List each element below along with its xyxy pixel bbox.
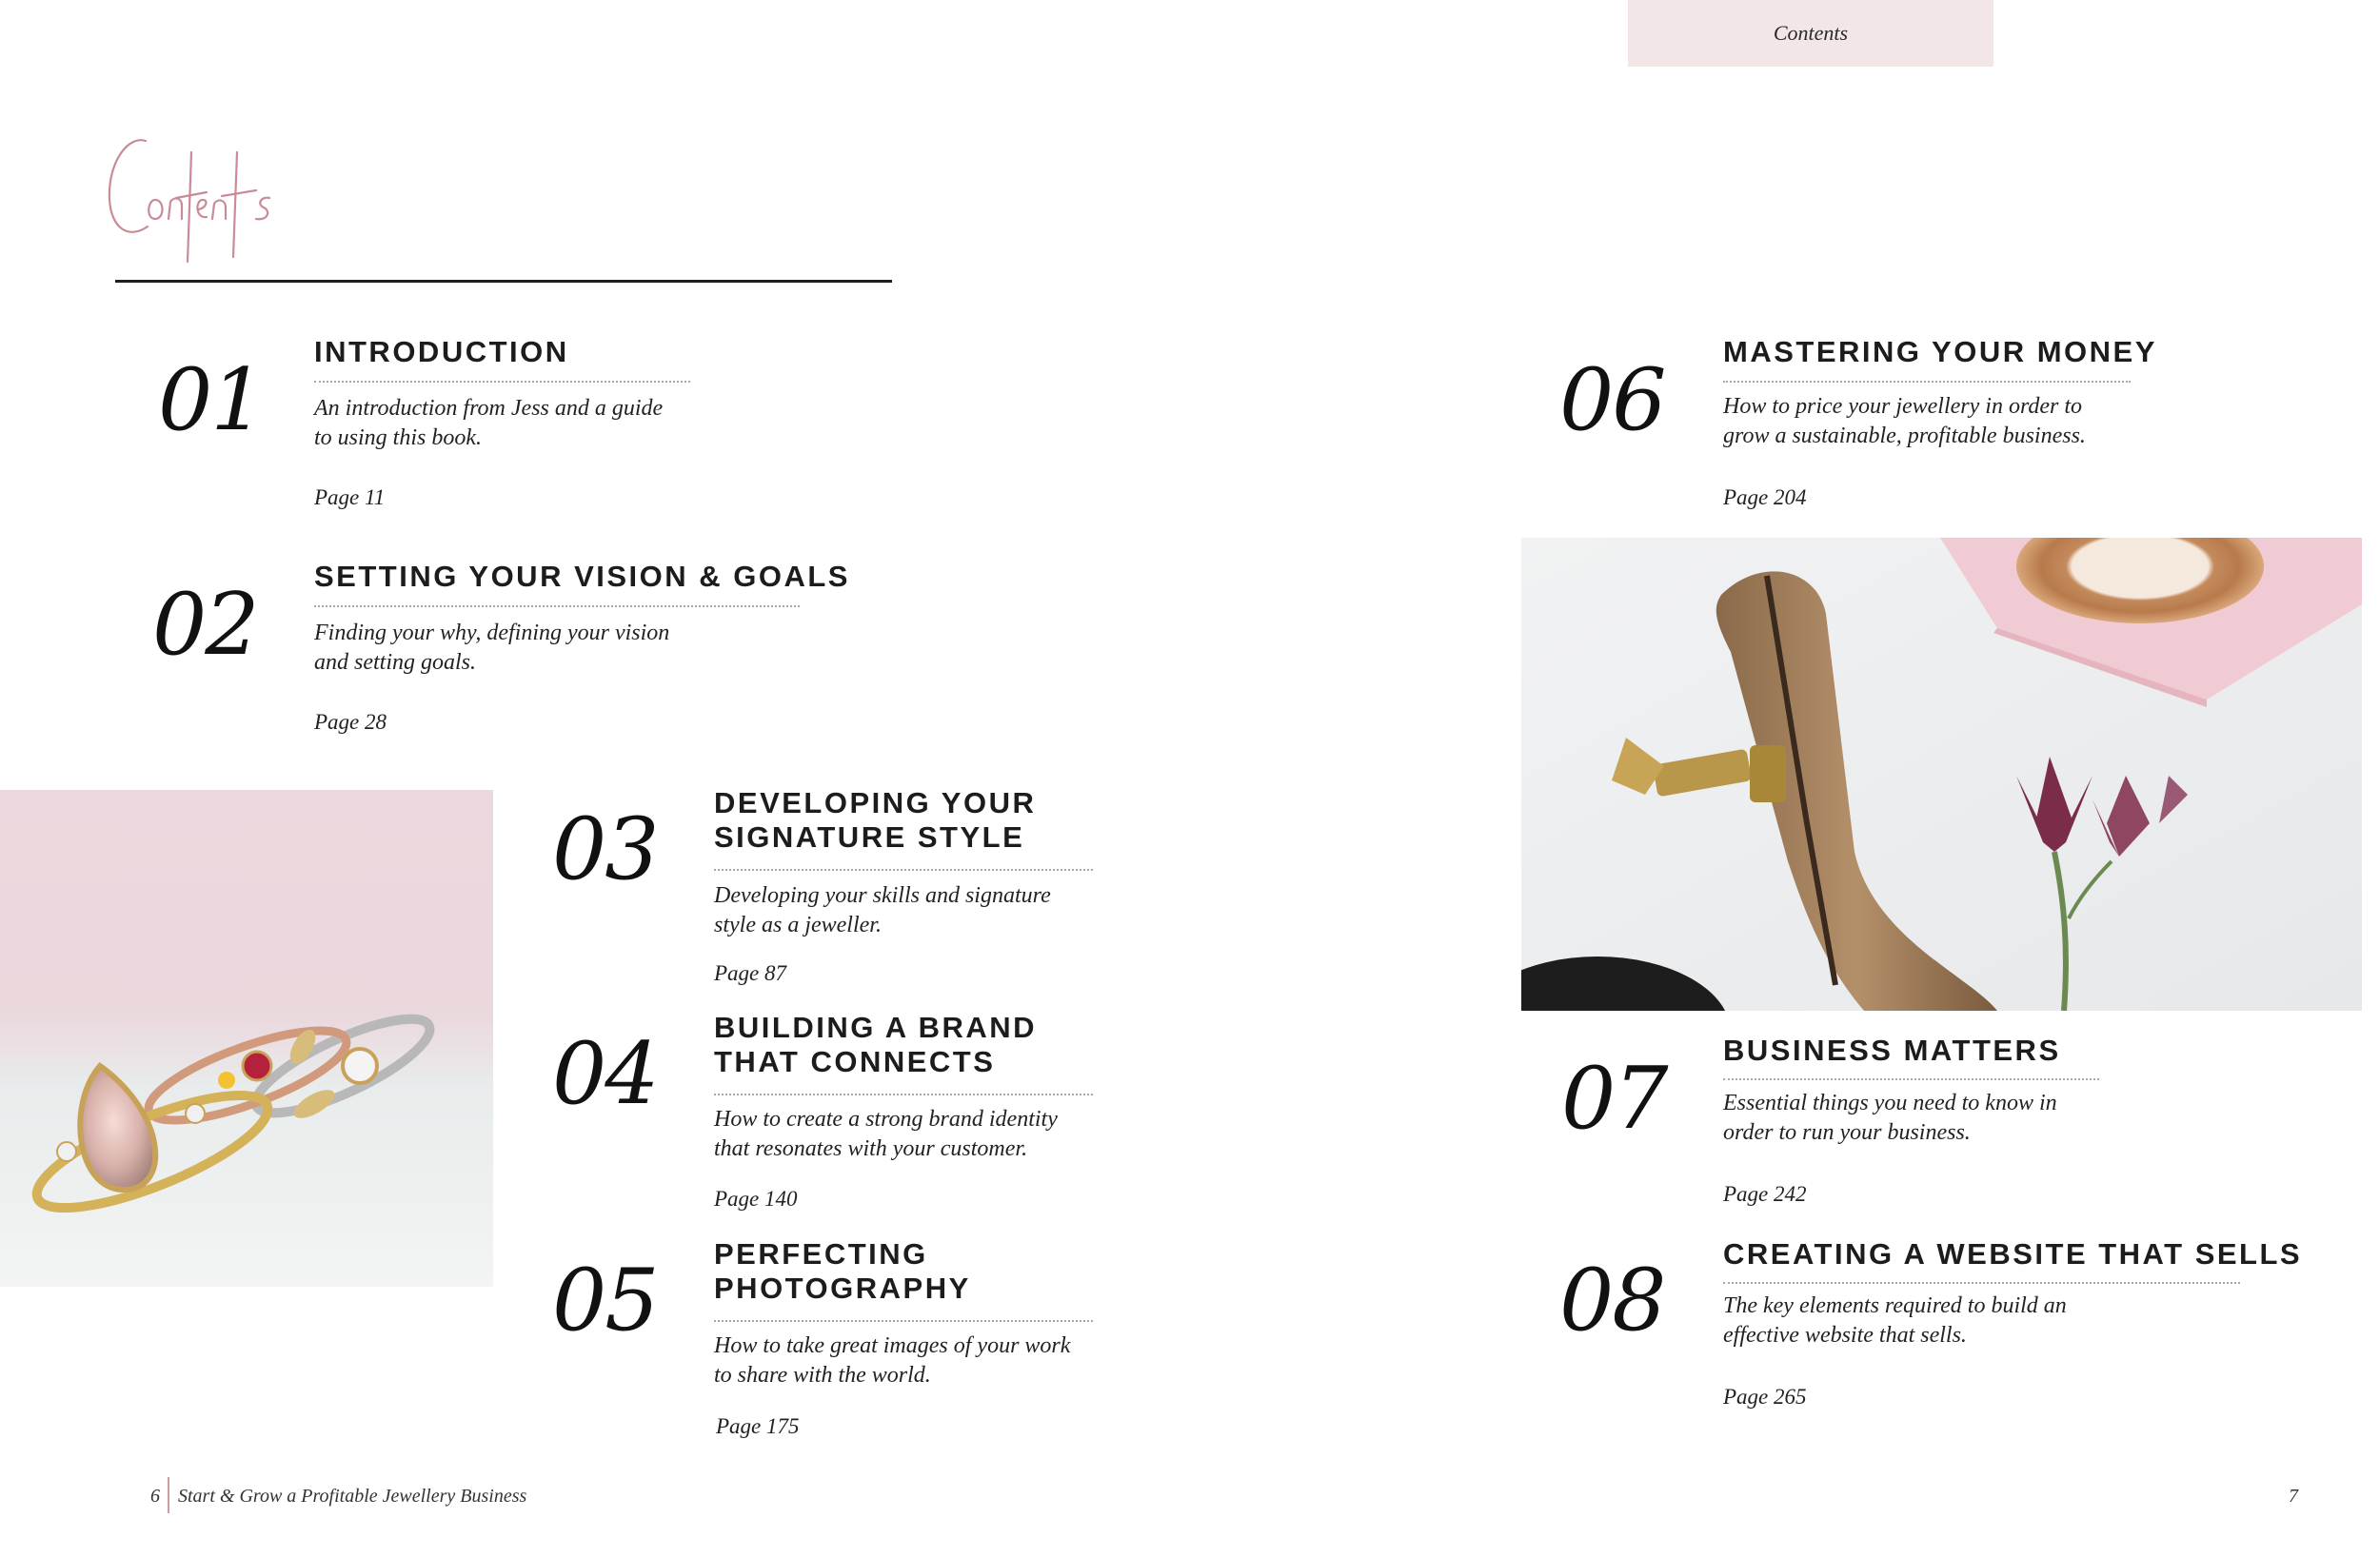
section-page-link[interactable]: Page 242	[1723, 1182, 1807, 1206]
page-title-script	[100, 124, 290, 276]
section-title: SETTING YOUR VISION & GOALS	[314, 560, 850, 593]
section-number: 08	[1559, 1251, 1665, 1351]
title-rule	[115, 280, 892, 283]
section-number: 06	[1559, 350, 1665, 450]
section-title: DEVELOPING YOUR SIGNATURE STYLE	[714, 786, 1037, 854]
section-title: BUSINESS MATTERS	[1723, 1034, 2061, 1067]
rings-photo	[0, 790, 493, 1287]
section-title: BUILDING A BRAND THAT CONNECTS	[714, 1011, 1038, 1078]
section-title: CREATING A WEBSITE THAT SELLS	[1723, 1237, 2303, 1271]
section-description: Essential things you need to know in order to run your business.	[1723, 1091, 2057, 1145]
section-title: PERFECTING PHOTOGRAPHY	[714, 1237, 971, 1305]
section-rule	[314, 605, 800, 607]
section-rule	[1723, 1078, 2099, 1080]
section-rule	[714, 869, 1093, 871]
tools-photo	[1521, 538, 2362, 1011]
footer-book-title: Start & Grow a Profitable Jewellery Business	[178, 1486, 527, 1507]
footer-left-page-number: 6	[150, 1486, 160, 1507]
running-header-tab	[1628, 0, 1993, 67]
section-description: How to create a strong brand identity that resonates with your customer.	[714, 1107, 1058, 1161]
running-header-label: Contents	[1773, 21, 1849, 45]
section-page-link[interactable]: Page 175	[716, 1414, 800, 1438]
section-title: INTRODUCTION	[314, 335, 569, 368]
section-number: 05	[552, 1251, 658, 1351]
section-page-link[interactable]: Page 28	[314, 710, 387, 734]
section-number: 07	[1561, 1049, 1667, 1149]
section-description: The key elements required to build an effective website that sells.	[1723, 1293, 2067, 1348]
section-page-link[interactable]: Page 140	[714, 1187, 798, 1211]
section-description: Developing your skills and signature style as a jeweller.	[714, 883, 1051, 937]
footer-right-page-number: 7	[2289, 1486, 2298, 1507]
section-rule	[1723, 381, 2131, 383]
footer-divider	[168, 1477, 169, 1513]
section-number: 01	[158, 350, 264, 450]
section-number: 04	[552, 1024, 658, 1124]
section-page-link[interactable]: Page 87	[714, 961, 787, 985]
section-rule	[714, 1320, 1093, 1322]
section-title: MASTERING YOUR MONEY	[1723, 335, 2157, 368]
section-rule	[714, 1094, 1093, 1095]
section-page-link[interactable]: Page 11	[314, 485, 386, 509]
section-number: 02	[152, 575, 258, 675]
section-rule	[1723, 1282, 2240, 1284]
section-rule	[314, 381, 690, 383]
section-description: Finding your why, defining your vision and setting goals.	[314, 621, 670, 675]
section-description: How to price your jewellery in order to grow a sustainable, profitable business.	[1723, 394, 2086, 448]
section-description: An introduction from Jess and a guide to using this book.	[314, 396, 664, 450]
section-description: How to take great images of your work to share with the world.	[714, 1333, 1071, 1388]
section-page-link[interactable]: Page 265	[1723, 1385, 1807, 1409]
section-page-link[interactable]: Page 204	[1723, 485, 1807, 509]
section-number: 03	[552, 799, 658, 899]
